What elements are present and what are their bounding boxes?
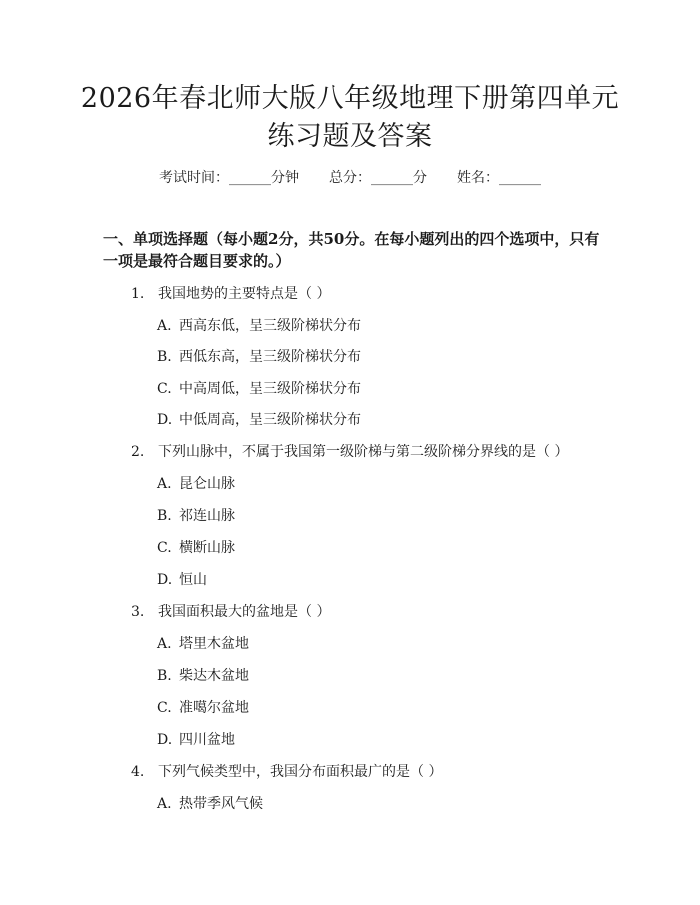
question-2-option-a: [157, 473, 235, 493]
question-2-option-d: [157, 569, 207, 589]
question-number: 2.: [131, 444, 145, 460]
option-text: 西高东低，呈三级阶梯状分布: [179, 318, 361, 334]
question-1-option-a: [157, 315, 361, 335]
option-letter: C.: [157, 540, 172, 556]
question-number: 3.: [131, 604, 145, 620]
question-1-option-b: [157, 346, 361, 366]
option-text: 昆仑山脉: [179, 476, 235, 492]
option-text: 中高周低，呈三级阶梯状分布: [179, 381, 361, 397]
question-1: [131, 283, 330, 303]
option-letter: A.: [157, 796, 172, 812]
option-text: 柴达木盆地: [179, 668, 249, 684]
option-letter: C.: [157, 700, 172, 716]
option-letter: C.: [157, 381, 172, 397]
question-text: 下列气候类型中，我国分布面积最广的是（ ）: [158, 764, 443, 780]
option-letter: D.: [157, 732, 173, 748]
question-3-option-c: [157, 697, 249, 717]
question-1-option-c: [157, 378, 361, 398]
question-number: 4.: [131, 764, 145, 780]
question-2-option-c: [157, 537, 235, 557]
option-letter: A.: [157, 636, 172, 652]
document-title-line-2: 练习题及答案: [267, 121, 433, 152]
option-text: 中低周高，呈三级阶梯状分布: [179, 412, 361, 428]
option-letter: B.: [157, 349, 172, 365]
option-text: 横断山脉: [179, 540, 235, 556]
question-text: 我国面积最大的盆地是（ ）: [158, 604, 331, 620]
question-3-option-a: [157, 633, 249, 653]
exam-info-line: [0, 167, 700, 187]
question-1-option-d: [157, 409, 361, 429]
option-letter: B.: [157, 668, 172, 684]
option-text: 西低东高，呈三级阶梯状分布: [179, 349, 361, 365]
question-text: 下列山脉中，不属于我国第一级阶梯与第二级阶梯分界线的是（ ）: [158, 444, 569, 460]
question-4: [131, 761, 442, 781]
option-text: 热带季风气候: [179, 796, 263, 812]
question-2-option-b: [157, 505, 235, 525]
option-text: 祁连山脉: [179, 508, 235, 524]
question-3-option-d: [157, 729, 235, 749]
student-name-field: 姓名：______: [457, 170, 541, 186]
option-letter: D.: [157, 412, 173, 428]
option-letter: D.: [157, 572, 173, 588]
question-3-option-b: [157, 665, 249, 685]
option-letter: B.: [157, 508, 172, 524]
option-letter: A.: [157, 476, 172, 492]
exam-time-field: 考试时间：______分钟: [159, 170, 299, 186]
total-score-field: 总分：______分: [329, 170, 427, 186]
question-4-option-a: [157, 793, 263, 813]
question-3: [131, 601, 330, 621]
document-title-line-1: 2026年春北师大版八年级地理下册第四单元: [80, 83, 620, 114]
section-heading: 一、单项选择题（每小题2分，共50分。在每小题列出的四个选项中，只有一项是最符合题目要求的。）: [103, 230, 600, 270]
option-letter: A.: [157, 318, 172, 334]
question-text: 我国地势的主要特点是（ ）: [158, 286, 331, 302]
question-2: [131, 441, 568, 461]
option-text: 四川盆地: [179, 732, 235, 748]
option-text: 恒山: [179, 572, 207, 588]
option-text: 准噶尔盆地: [179, 700, 249, 716]
option-text: 塔里木盆地: [179, 636, 249, 652]
question-number: 1.: [131, 286, 145, 302]
